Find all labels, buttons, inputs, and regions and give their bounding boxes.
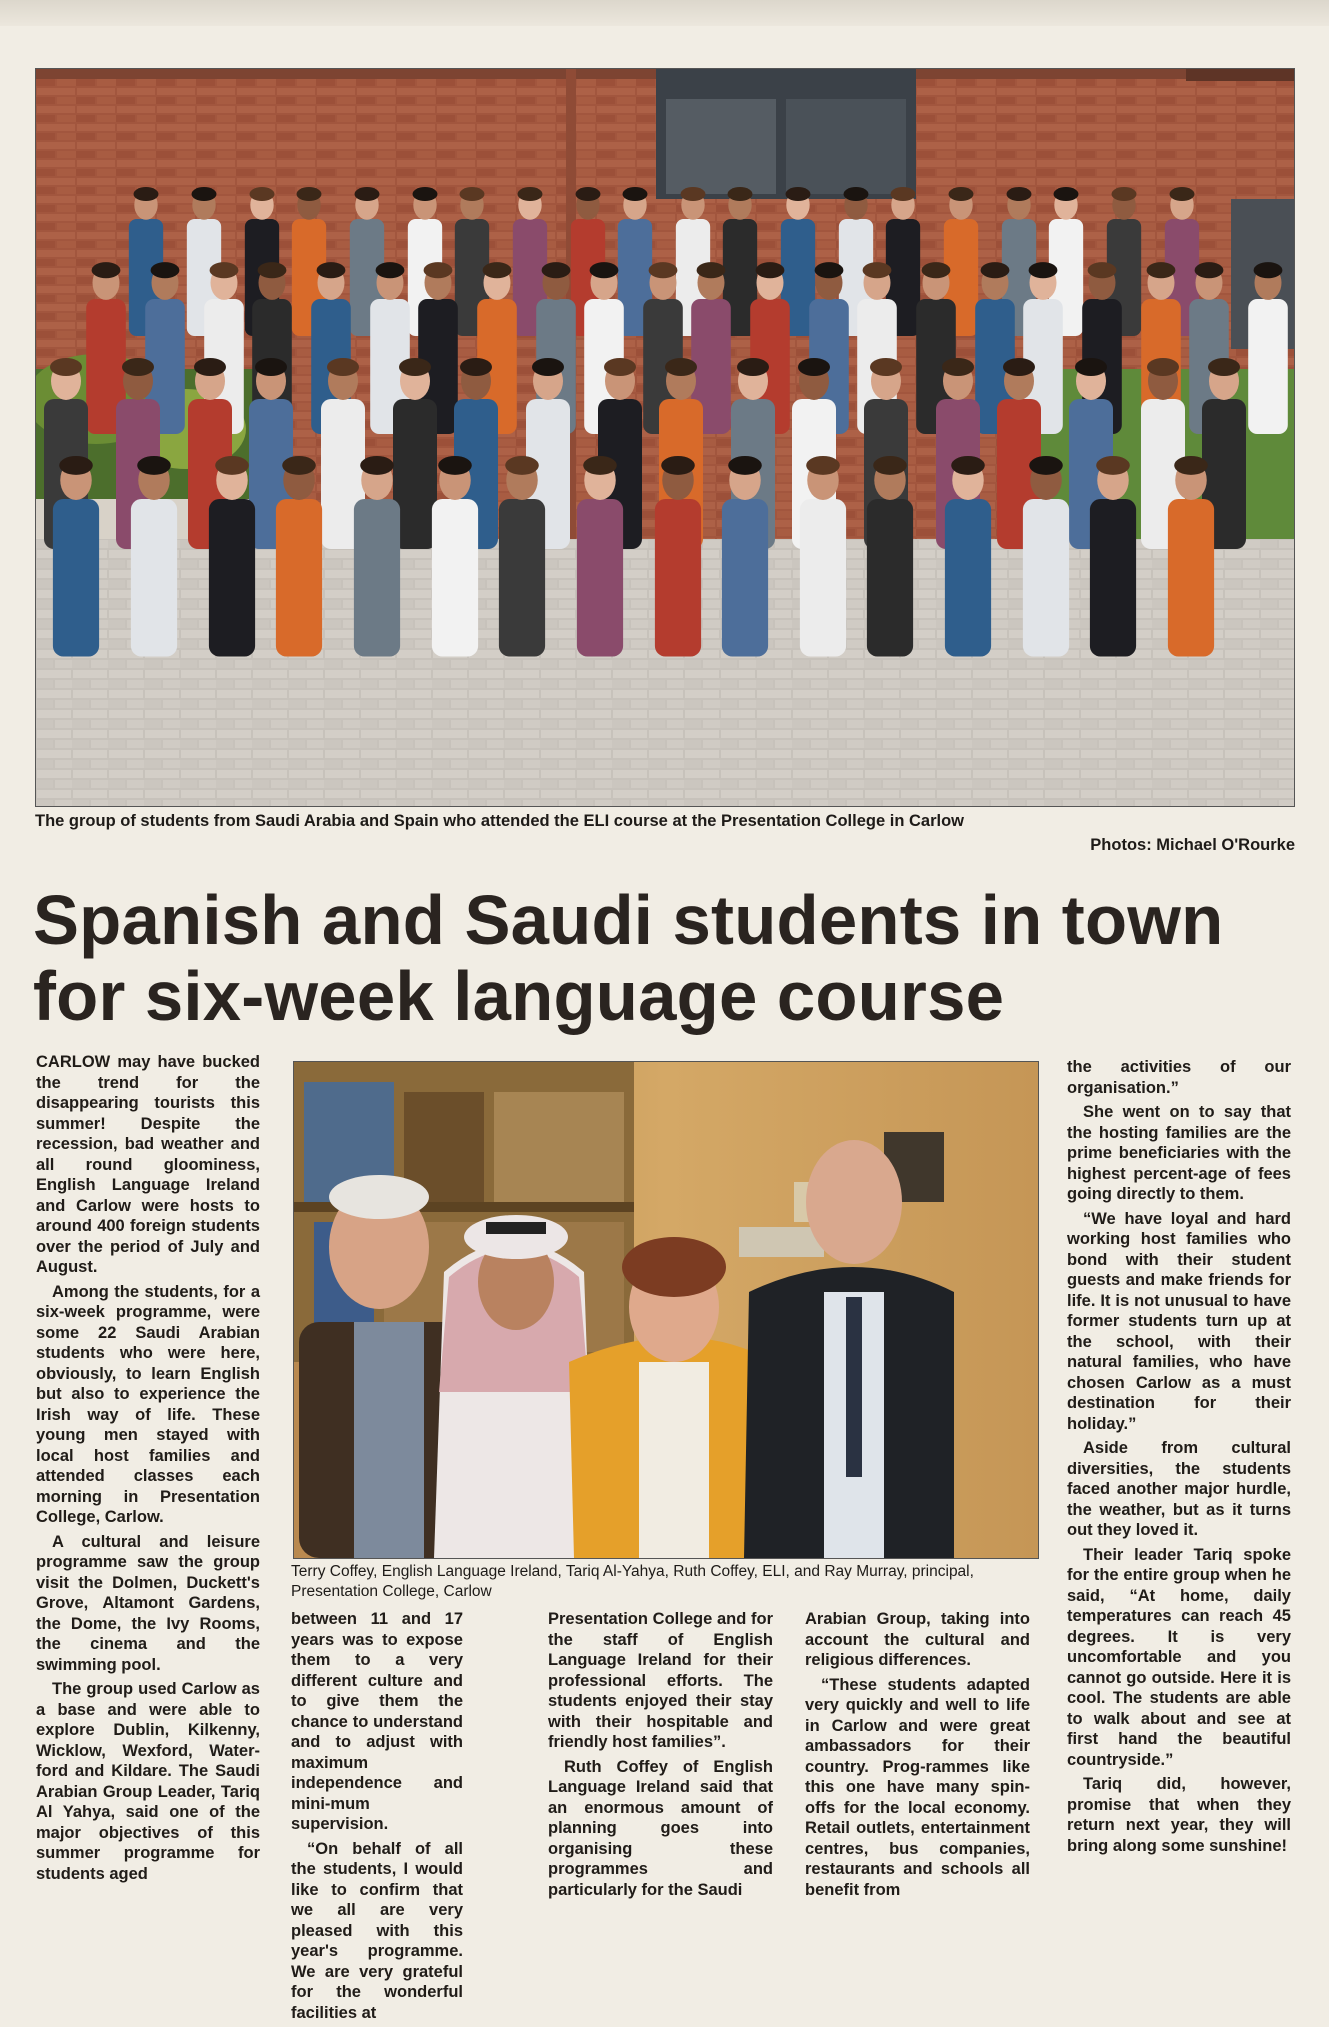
paragraph: Presentation College and for the staff of English Language Ireland for their professional efforts. The students enjoyed their stay with their hospitable and friendly host families”. bbox=[548, 1610, 773, 1751]
paragraph: Arabian Group, taking into account the cultural and religious differences. bbox=[805, 1610, 1030, 1669]
headline-line-2: for six-week language course bbox=[33, 957, 1005, 1035]
paragraph: Aside from cultural diversities, the students faced another major hurdle, the weather, but as it turns out they loved it. bbox=[1067, 1439, 1291, 1539]
paragraph: Their leader Tariq spoke for the entire group when he said, “At home, daily temperatures can reach 45 degrees. It is very uncomfortable and you cannot go outside. Here it is cool. The students are able to walk about and see at first hand the beautiful countryside.” bbox=[1067, 1545, 1291, 1769]
photo-caption: The group of students from Saudi Arabia and Spain who attended the ELI course at the Presentation College in Carlow bbox=[35, 812, 964, 830]
article-column-4 bbox=[805, 1609, 1030, 1904]
paragraph: between 11 and 17 years was to expose them to a very different culture and to give them the chance to understand and to adjust with maximum independence and mini-mum supervision. bbox=[291, 1610, 463, 1833]
paragraph: Among the students, for a six-week programme, were some 22 Saudi Arabian students who were here, obviously, to learn English but also to experience the Irish way of life. These young men stayed with local host families and attended classes each morning in Presentation College, Carlow. bbox=[36, 1282, 260, 1526]
article-column-3 bbox=[548, 1609, 773, 1904]
article-column-5 bbox=[1067, 1057, 1291, 1860]
paragraph: A cultural and leisure programme saw the group visit the Dolmen, Duckett's Grove, Altamont Gardens, the Dome, the Ivy Rooms, the cinema and the swimming pool. bbox=[36, 1532, 260, 1674]
paragraph: Tariq did, however, promise that when they return next year, they will bring along some sunshine! bbox=[1067, 1775, 1291, 1855]
article-column-2 bbox=[291, 1609, 463, 2027]
paragraph: She went on to say that the hosting families are the prime beneficiaries with the highest percent-age of fees going directly to them. bbox=[1067, 1103, 1291, 1203]
paragraph: “We have loyal and hard working host families who bond with their student guests and make friends for life. It is not unusual to have former students turn up at the school, with their natural families, who have chosen Carlow as a must destination for their holiday.” bbox=[1067, 1209, 1291, 1433]
paragraph: “On behalf of all the students, I would like to confirm that we all are very pleased with this year's programme. We are very grateful for the wonderful facilities at bbox=[291, 1839, 463, 2022]
paragraph: Ruth Coffey of English Language Ireland said that an enormous amount of planning goes into organising these programmes and particularly for the Saudi bbox=[548, 1757, 773, 1899]
article-column-1 bbox=[36, 1052, 260, 1888]
paragraph: the activities of our organisation.” bbox=[1067, 1058, 1291, 1097]
group-photo bbox=[35, 68, 1295, 807]
headline bbox=[33, 882, 1284, 1034]
photo-credit: Photos: Michael O'Rourke bbox=[1090, 836, 1295, 854]
page-top-strip bbox=[0, 0, 1329, 26]
paragraph: The group used Carlow as a base and were able to explore Dublin, Kilkenny, Wicklow, Wexford, Water-ford and Kildare. The Saudi Arabian Group Leader, Tariq Al Yahya, said one of the major objectives of this summer programme for students aged bbox=[36, 1680, 260, 1883]
paragraph: “These students adapted very quickly and well to life in Carlow and were great ambassadors for their country. Prog-rammes like this one have many spin-offs for the local economy. Retail outlets, entertainment centres, bus companies, restaurants and schools all benefit from bbox=[805, 1675, 1030, 1899]
headline-line-1: Spanish and Saudi students in town bbox=[33, 881, 1224, 959]
portrait-photo bbox=[293, 1061, 1039, 1559]
portrait-caption: Terry Coffey, English Language Ireland, Tariq Al-Yahya, Ruth Coffey, ELI, and Ray Murray, principal, Presentation College, Carlow bbox=[291, 1563, 974, 1600]
paragraph: CARLOW may have bucked the trend for the disappearing tourists this summer! Despite the recession, bad weather and all round gloominess, English Language Ireland and Carlow were hosts to around 400 foreign students over the period of July and August. bbox=[36, 1053, 260, 1276]
